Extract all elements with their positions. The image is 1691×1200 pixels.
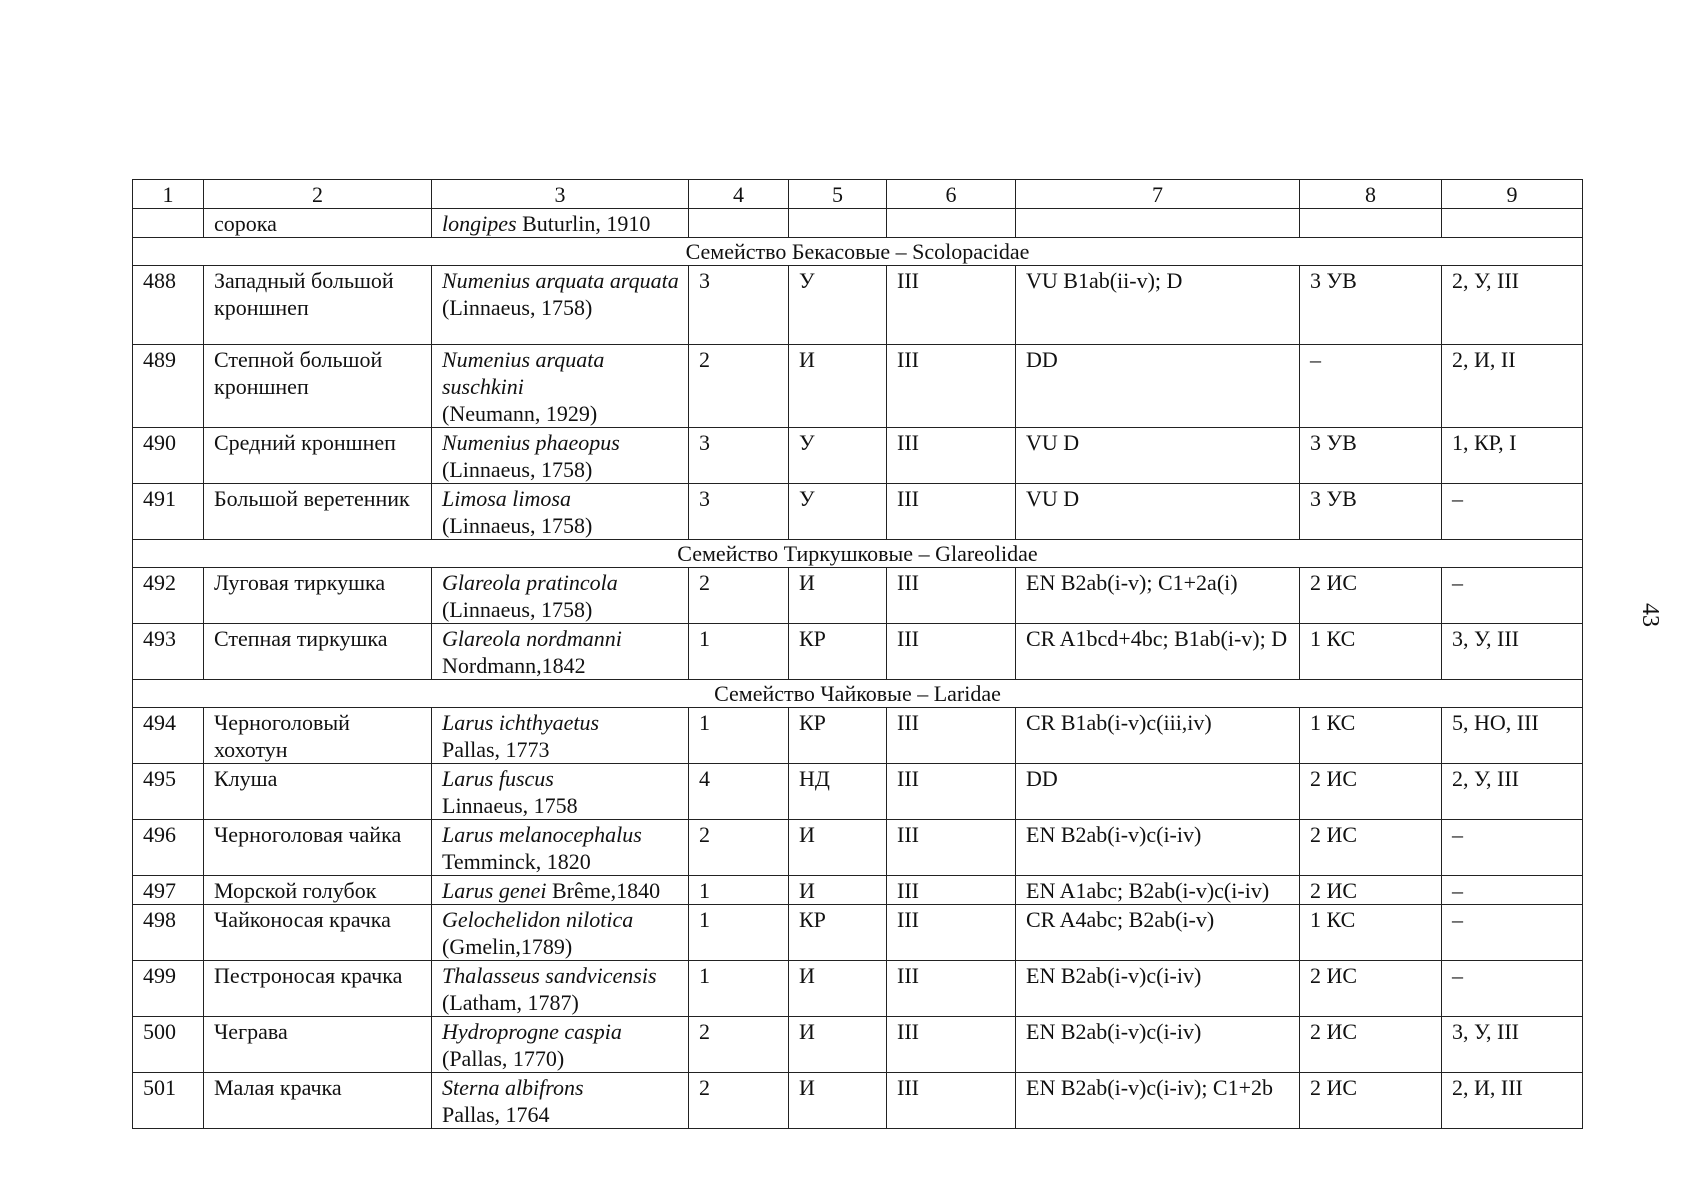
latin-name: Larus ichthyaetus — [442, 710, 600, 735]
common-name: Средний кроншнеп — [204, 428, 432, 484]
scientific-name — [432, 209, 689, 238]
table-row — [133, 820, 1583, 876]
category-value: 1 — [689, 905, 789, 961]
header-cell: 6 — [887, 180, 1016, 209]
scientific-name — [432, 568, 689, 624]
regional-status: – — [1300, 345, 1442, 428]
scientific-name — [432, 1073, 689, 1129]
author: (Latham, 1787) — [442, 990, 579, 1015]
conservation-value: – — [1442, 568, 1583, 624]
status-value: КР — [789, 905, 887, 961]
empty-cell — [1442, 209, 1583, 238]
common-name: Чеграва — [204, 1017, 432, 1073]
priority-value: III — [887, 1017, 1016, 1073]
priority-value: III — [887, 266, 1016, 345]
row-number: 498 — [133, 905, 204, 961]
regional-status: 1 КС — [1300, 708, 1442, 764]
category-value: 3 — [689, 484, 789, 540]
priority-value: III — [887, 708, 1016, 764]
conservation-value: – — [1442, 961, 1583, 1017]
latin-name: Glareola pratincola — [442, 570, 618, 595]
status-value: И — [789, 1017, 887, 1073]
scientific-name — [432, 820, 689, 876]
regional-status: 2 ИС — [1300, 961, 1442, 1017]
row-number: 499 — [133, 961, 204, 1017]
status-value: И — [789, 1073, 887, 1129]
conservation-value: – — [1442, 820, 1583, 876]
iucn-criteria: EN A1abc; B2ab(i-v)c(i-iv) — [1016, 876, 1300, 905]
scientific-name — [432, 1017, 689, 1073]
conservation-value: 1, КР, I — [1442, 428, 1583, 484]
conservation-value: 2, И, II — [1442, 345, 1583, 428]
category-value: 1 — [689, 624, 789, 680]
family-title: Семейство Тиркушковые – Glareolidae — [133, 540, 1583, 568]
regional-status: 2 ИС — [1300, 876, 1442, 905]
common-name: Западный большой кроншнеп — [204, 266, 432, 345]
category-value: 1 — [689, 876, 789, 905]
category-value: 2 — [689, 1073, 789, 1129]
family-title: Семейство Чайковые – Laridae — [133, 680, 1583, 708]
row-number: 489 — [133, 345, 204, 428]
latin-name: Numenius arquata suschkini — [442, 347, 605, 399]
status-value: И — [789, 876, 887, 905]
regional-status: 2 ИС — [1300, 764, 1442, 820]
table-row — [133, 484, 1583, 540]
regional-status: 3 УВ — [1300, 484, 1442, 540]
status-value: НД — [789, 764, 887, 820]
table-row — [133, 1073, 1583, 1129]
conservation-value: 2, У, III — [1442, 266, 1583, 345]
column-number-header — [133, 180, 1583, 209]
common-name: Степная тиркушка — [204, 624, 432, 680]
category-value: 2 — [689, 568, 789, 624]
category-value: 1 — [689, 961, 789, 1017]
priority-value: III — [887, 764, 1016, 820]
table-row — [133, 905, 1583, 961]
priority-value: III — [887, 484, 1016, 540]
author: Nordmann,1842 — [442, 653, 586, 678]
status-value: У — [789, 266, 887, 345]
category-value: 2 — [689, 345, 789, 428]
row-number: 496 — [133, 820, 204, 876]
regional-status: 3 УВ — [1300, 266, 1442, 345]
common-name: Большой веретенник — [204, 484, 432, 540]
iucn-criteria: VU B1ab(ii-v); D — [1016, 266, 1300, 345]
header-cell: 9 — [1442, 180, 1583, 209]
scientific-name — [432, 905, 689, 961]
common-name: Клуша — [204, 764, 432, 820]
author: (Neumann, 1929) — [442, 401, 598, 426]
scientific-name — [432, 345, 689, 428]
table-row — [133, 568, 1583, 624]
conservation-value: 2, И, III — [1442, 1073, 1583, 1129]
scientific-name — [432, 961, 689, 1017]
regional-status: 2 ИС — [1300, 568, 1442, 624]
table-row — [133, 708, 1583, 764]
author: (Linnaeus, 1758) — [442, 295, 593, 320]
common-name: Пестроносая крачка — [204, 961, 432, 1017]
status-value: КР — [789, 624, 887, 680]
iucn-criteria: EN B2ab(i-v); C1+2a(i) — [1016, 568, 1300, 624]
common-name: Черноголовый хохотун — [204, 708, 432, 764]
common-name: Морской голубок — [204, 876, 432, 905]
conservation-value: – — [1442, 484, 1583, 540]
table-row — [133, 1017, 1583, 1073]
header-cell: 3 — [432, 180, 689, 209]
priority-value: III — [887, 568, 1016, 624]
iucn-criteria: EN B2ab(i-v)c(i-iv) — [1016, 820, 1300, 876]
scientific-name — [432, 876, 689, 905]
header-cell: 4 — [689, 180, 789, 209]
row-number: 494 — [133, 708, 204, 764]
empty-cell — [887, 209, 1016, 238]
empty-cell — [1016, 209, 1300, 238]
family-row — [133, 680, 1583, 708]
regional-status: 2 ИС — [1300, 820, 1442, 876]
priority-value: III — [887, 1073, 1016, 1129]
table-row — [133, 624, 1583, 680]
author: (Linnaeus, 1758) — [442, 513, 593, 538]
category-value: 1 — [689, 708, 789, 764]
conservation-value: 2, У, III — [1442, 764, 1583, 820]
priority-value: III — [887, 961, 1016, 1017]
conservation-value: 3, У, III — [1442, 624, 1583, 680]
species-table — [132, 179, 1583, 1129]
page-number: 43 — [1637, 603, 1663, 627]
iucn-criteria: EN B2ab(i-v)c(i-iv) — [1016, 1017, 1300, 1073]
scientific-name — [432, 484, 689, 540]
header-cell: 2 — [204, 180, 432, 209]
regional-status: 2 ИС — [1300, 1017, 1442, 1073]
common-name: Степной большой кроншнеп — [204, 345, 432, 428]
common-name: Малая крачка — [204, 1073, 432, 1129]
row-number: 495 — [133, 764, 204, 820]
regional-status: 2 ИС — [1300, 1073, 1442, 1129]
empty-cell — [689, 209, 789, 238]
scientific-name — [432, 624, 689, 680]
priority-value: III — [887, 905, 1016, 961]
row-number: 492 — [133, 568, 204, 624]
latin-name: Numenius arquata arquata — [442, 268, 679, 293]
author: (Pallas, 1770) — [442, 1046, 565, 1071]
status-value: И — [789, 345, 887, 428]
scientific-name — [432, 428, 689, 484]
category-value: 3 — [689, 266, 789, 345]
family-row — [133, 238, 1583, 266]
table-row — [133, 764, 1583, 820]
latin-name: Thalasseus sandvicensis — [442, 963, 657, 988]
iucn-criteria: CR A1bcd+4bc; B1ab(i-v); D — [1016, 624, 1300, 680]
row-number: 490 — [133, 428, 204, 484]
category-value: 2 — [689, 1017, 789, 1073]
status-value: У — [789, 428, 887, 484]
iucn-criteria: VU D — [1016, 428, 1300, 484]
empty-cell — [1300, 209, 1442, 238]
row-number: 501 — [133, 1073, 204, 1129]
status-value: КР — [789, 708, 887, 764]
latin-name: Limosa limosa — [442, 486, 571, 511]
row-number: 493 — [133, 624, 204, 680]
header-cell: 7 — [1016, 180, 1300, 209]
family-row — [133, 540, 1583, 568]
common-name: сорока — [204, 209, 432, 238]
continuation-row — [133, 209, 1583, 238]
iucn-criteria: EN B2ab(i-v)c(i-iv); C1+2b — [1016, 1073, 1300, 1129]
regional-status: 3 УВ — [1300, 428, 1442, 484]
table-row — [133, 876, 1583, 905]
header-cell: 5 — [789, 180, 887, 209]
iucn-criteria: DD — [1016, 345, 1300, 428]
author: (Gmelin,1789) — [442, 934, 573, 959]
table-row — [133, 428, 1583, 484]
scientific-name — [432, 266, 689, 345]
category-value: 2 — [689, 820, 789, 876]
iucn-criteria: CR B1ab(i-v)c(iii,iv) — [1016, 708, 1300, 764]
latin-name: Glareola nordmanni — [442, 626, 622, 651]
latin-name: Hydroprogne caspia — [442, 1019, 622, 1044]
table-body — [133, 180, 1583, 1129]
author: Linnaeus, 1758 — [442, 793, 578, 818]
row-number: 497 — [133, 876, 204, 905]
status-value: И — [789, 961, 887, 1017]
iucn-criteria: EN B2ab(i-v)c(i-iv) — [1016, 961, 1300, 1017]
scientific-name — [432, 764, 689, 820]
latin-name: Gelochelidon nilotica — [442, 907, 634, 932]
conservation-value: – — [1442, 905, 1583, 961]
iucn-criteria: VU D — [1016, 484, 1300, 540]
status-value: У — [789, 484, 887, 540]
table-row — [133, 266, 1583, 345]
latin-name: Larus genei — [442, 878, 547, 903]
priority-value: III — [887, 624, 1016, 680]
iucn-criteria: DD — [1016, 764, 1300, 820]
family-title: Семейство Бекасовые – Scolopacidae — [133, 238, 1583, 266]
author: Brême,1840 — [546, 878, 661, 903]
common-name: Черноголовая чайка — [204, 820, 432, 876]
header-cell: 8 — [1300, 180, 1442, 209]
latin-name: Sterna albifrons — [442, 1075, 584, 1100]
author: Pallas, 1773 — [442, 737, 550, 762]
table-row — [133, 961, 1583, 1017]
status-value: И — [789, 820, 887, 876]
author: (Linnaeus, 1758) — [442, 597, 593, 622]
latin-name: Larus fuscus — [442, 766, 554, 791]
latin-name: Numenius phaeopus — [442, 430, 620, 455]
author: (Linnaeus, 1758) — [442, 457, 593, 482]
latin-name: longipes — [442, 211, 517, 236]
iucn-criteria: CR A4abc; B2ab(i-v) — [1016, 905, 1300, 961]
priority-value: III — [887, 345, 1016, 428]
conservation-value: 3, У, III — [1442, 1017, 1583, 1073]
priority-value: III — [887, 876, 1016, 905]
common-name: Луговая тиркушка — [204, 568, 432, 624]
conservation-value: 5, НО, III — [1442, 708, 1583, 764]
conservation-value: – — [1442, 876, 1583, 905]
empty-cell — [789, 209, 887, 238]
latin-name: Larus melanocephalus — [442, 822, 642, 847]
header-cell: 1 — [133, 180, 204, 209]
author: Buturlin, 1910 — [516, 211, 651, 236]
regional-status: 1 КС — [1300, 905, 1442, 961]
regional-status: 1 КС — [1300, 624, 1442, 680]
category-value: 3 — [689, 428, 789, 484]
common-name: Чайконосая крачка — [204, 905, 432, 961]
author: Temminck, 1820 — [442, 849, 591, 874]
row-number: 500 — [133, 1017, 204, 1073]
row-number: 491 — [133, 484, 204, 540]
author: Pallas, 1764 — [442, 1102, 550, 1127]
scientific-name — [432, 708, 689, 764]
status-value: И — [789, 568, 887, 624]
category-value: 4 — [689, 764, 789, 820]
table-row — [133, 345, 1583, 428]
row-number — [133, 209, 204, 238]
row-number: 488 — [133, 266, 204, 345]
priority-value: III — [887, 820, 1016, 876]
priority-value: III — [887, 428, 1016, 484]
